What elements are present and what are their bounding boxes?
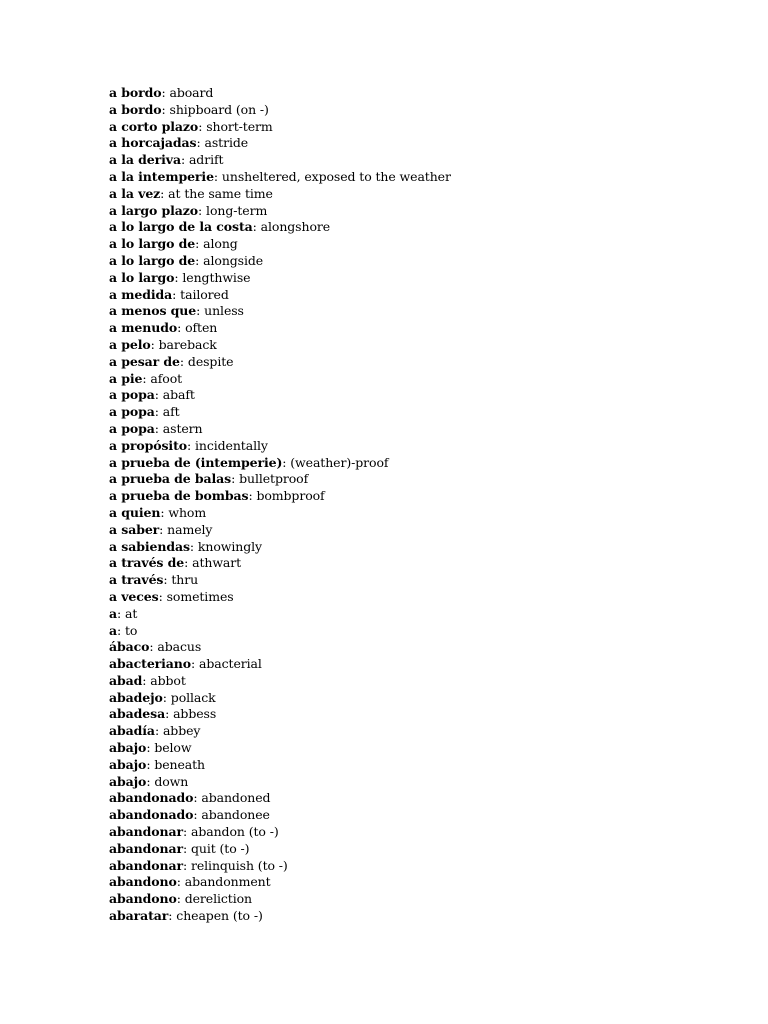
entry-term: abadesa (109, 706, 166, 722)
entry-term: abandonar (109, 857, 183, 873)
glossary-entry: abaratar: cheapen (to -) (109, 908, 263, 924)
glossary-entry: a horcajadas: astride (109, 135, 249, 151)
glossary-entry: abacteriano: abacterial (109, 656, 262, 672)
entry-term: abandono (109, 874, 177, 890)
glossary-entry: a prueba de (intemperie): (weather)-proof (109, 454, 389, 470)
glossary-entry: a quien: whom (109, 504, 207, 520)
entry-term: a bordo (109, 101, 162, 117)
entry-term: a popa (109, 420, 155, 436)
entry-term: a bordo (109, 85, 162, 100)
glossary-entry: abandono: dereliction (109, 891, 252, 907)
entry-definition: unless (204, 303, 244, 319)
glossary-entry: a bordo: aboard (109, 85, 214, 100)
entry-definition: astride (204, 135, 249, 151)
glossary-entry: abadejo: pollack (109, 689, 216, 705)
entry-definition: abbey (162, 723, 201, 739)
glossary-entry: abandonado: abandoned (109, 790, 271, 806)
entry-term: a lo largo de la costa (109, 219, 253, 235)
entry-definition: despite (187, 353, 234, 369)
entry-definition: whom (168, 504, 207, 520)
entry-term: a horcajadas (109, 135, 197, 151)
glossary-entry: a lo largo: lengthwise (109, 269, 251, 285)
entry-definition: abaft (162, 387, 195, 403)
glossary-entry: ábaco: abacus (109, 639, 202, 655)
entry-term: a la intemperie (109, 168, 214, 184)
entry-term: a sabiendas (109, 538, 190, 554)
glossary-entry: abadía: abbey (109, 723, 201, 739)
entry-term: a (109, 622, 117, 638)
entry-term: abad (109, 672, 143, 688)
entry-term: abaratar (109, 908, 169, 924)
entry-term: a menos que (109, 303, 197, 319)
entry-definition: abbess (173, 706, 217, 722)
entry-term: a pelo (109, 336, 151, 352)
entry-term: a largo plazo (109, 202, 199, 218)
glossary-entry: a largo plazo: long-term (109, 202, 268, 218)
entry-definition: short-term (206, 118, 273, 134)
entry-definition: astern (162, 420, 203, 436)
entry-term: a corto plazo (109, 118, 199, 134)
entry-definition: along (203, 236, 238, 252)
entry-definition: alongshore (260, 219, 331, 235)
entry-term: a través de (109, 555, 185, 571)
glossary-entry: a: at (109, 605, 138, 621)
entry-term: a la deriva (109, 152, 181, 168)
entry-definition: at (125, 605, 138, 621)
entry-definition: quit (to -) (190, 840, 250, 856)
glossary-entry: a través de: athwart (109, 555, 242, 571)
entry-definition: lengthwise (182, 269, 251, 285)
glossary-entry: a lo largo de: along (109, 236, 238, 252)
entry-term: a prueba de balas (109, 471, 232, 487)
glossary-entry: abandonar: abandon (to -) (109, 824, 279, 840)
entry-term: a popa (109, 404, 155, 420)
glossary-entry: abad: abbot (109, 672, 186, 688)
glossary-entry: a bordo: shipboard (on -) (109, 101, 269, 117)
entry-definition: afoot (150, 370, 183, 386)
glossary-entry: a corto plazo: short-term (109, 118, 273, 134)
entry-definition: namely (167, 521, 213, 537)
entry-definition: sometimes (166, 588, 234, 604)
glossary-list (109, 85, 729, 925)
glossary-entry: a través: thru (109, 572, 199, 588)
entry-term: a popa (109, 387, 155, 403)
glossary-entry: a prueba de balas: bulletproof (109, 471, 309, 487)
entry-definition: adrift (188, 152, 224, 168)
entry-definition: beneath (154, 756, 205, 772)
entry-definition: unsheltered, exposed to the weather (221, 168, 451, 184)
entry-term: abandonar (109, 840, 183, 856)
entry-term: a lo largo (109, 269, 175, 285)
glossary-entry: abajo: down (109, 773, 189, 789)
glossary-entry: a la vez: at the same time (109, 185, 273, 201)
entry-term: abadía (109, 723, 155, 739)
entry-definition: pollack (170, 689, 216, 705)
glossary-entry: a pesar de: despite (109, 353, 234, 369)
glossary-entry: a medida: tailored (109, 286, 229, 302)
glossary-entry: a menos que: unless (109, 303, 244, 319)
entry-term: a propósito (109, 437, 187, 453)
entry-term: a veces (109, 588, 159, 604)
entry-definition: dereliction (184, 891, 252, 907)
entry-term: a menudo (109, 320, 178, 336)
glossary-entry: abandonar: relinquish (to -) (109, 857, 288, 873)
glossary-entry: a la intemperie: unsheltered, exposed to the weather (109, 168, 451, 184)
entry-definition: athwart (192, 555, 242, 571)
glossary-entry: a popa: astern (109, 420, 203, 436)
entry-definition: long-term (206, 202, 268, 218)
entry-definition: incidentally (195, 437, 268, 453)
entry-definition: abacus (157, 639, 202, 655)
glossary-entry: a lo largo de la costa: alongshore (109, 219, 331, 235)
entry-term: ábaco (109, 639, 150, 655)
entry-definition: abandon (to -) (190, 824, 279, 840)
entry-definition: aft (162, 404, 180, 420)
entry-term: abandono (109, 891, 177, 907)
entry-definition: knowingly (197, 538, 262, 554)
entry-definition: bulletproof (239, 471, 309, 487)
entry-definition: often (185, 320, 218, 336)
entry-term: abajo (109, 756, 147, 772)
entry-definition: abbot (150, 672, 186, 688)
entry-term: a (109, 605, 117, 621)
glossary-entry: abajo: below (109, 740, 192, 756)
glossary-entry: a propósito: incidentally (109, 437, 268, 453)
entry-term: abandonado (109, 790, 194, 806)
glossary-entry: a: to (109, 622, 138, 638)
entry-definition: abacterial (199, 656, 262, 672)
entry-term: a prueba de bombas (109, 488, 249, 504)
entry-definition: bombproof (256, 488, 325, 504)
entry-definition: abandoned (201, 790, 271, 806)
glossary-entry: abajo: beneath (109, 756, 205, 772)
glossary-entry: a popa: aft (109, 404, 180, 420)
entry-definition: abandonee (201, 807, 270, 823)
glossary-entry: a sabiendas: knowingly (109, 538, 262, 554)
glossary-entry: a la deriva: adrift (109, 152, 224, 168)
entry-definition: to (125, 622, 138, 638)
entry-definition: down (154, 773, 189, 789)
entry-term: a través (109, 572, 164, 588)
glossary-entry: a pie: afoot (109, 370, 183, 386)
glossary-entry: abadesa: abbess (109, 706, 217, 722)
entry-definition: relinquish (to -) (190, 857, 288, 873)
glossary-entry: abandonar: quit (to -) (109, 840, 250, 856)
glossary-entry: a saber: namely (109, 521, 213, 537)
entry-definition: thru (171, 572, 199, 588)
entry-term: abandonado (109, 807, 194, 823)
entry-term: abajo (109, 740, 147, 756)
entry-term: a lo largo de (109, 252, 196, 268)
entry-definition: tailored (180, 286, 229, 302)
entry-term: a lo largo de (109, 236, 196, 252)
glossary-entry: abandonado: abandonee (109, 807, 270, 823)
glossary-entry: a popa: abaft (109, 387, 195, 403)
glossary-entry: a pelo: bareback (109, 336, 217, 352)
entry-definition: bareback (158, 336, 217, 352)
glossary-entry: a lo largo de: alongside (109, 252, 264, 268)
glossary-entry: abandono: abandonment (109, 874, 271, 890)
entry-term: a quien (109, 504, 161, 520)
entry-definition: abandonment (184, 874, 271, 890)
entry-term: a saber (109, 521, 160, 537)
entry-term: abacteriano (109, 656, 192, 672)
entry-term: abajo (109, 773, 147, 789)
entry-definition: cheapen (to -) (176, 908, 263, 924)
entry-term: a prueba de (intemperie) (109, 454, 283, 470)
entry-term: a la vez (109, 185, 161, 201)
glossary-entry: a veces: sometimes (109, 588, 234, 604)
entry-term: abandonar (109, 824, 183, 840)
entry-definition: (weather)-proof (290, 454, 389, 470)
entry-term: a pesar de (109, 353, 180, 369)
entry-definition: shipboard (on -) (169, 101, 269, 117)
entry-definition: at the same time (168, 185, 273, 201)
entry-term: abadejo (109, 689, 163, 705)
entry-term: a medida (109, 286, 173, 302)
glossary-entry: a menudo: often (109, 320, 218, 336)
entry-definition: below (154, 740, 192, 756)
glossary-entry: a prueba de bombas: bombproof (109, 488, 325, 504)
entry-definition: aboard (169, 85, 214, 100)
entry-definition: alongside (203, 252, 264, 268)
entry-term: a pie (109, 370, 143, 386)
